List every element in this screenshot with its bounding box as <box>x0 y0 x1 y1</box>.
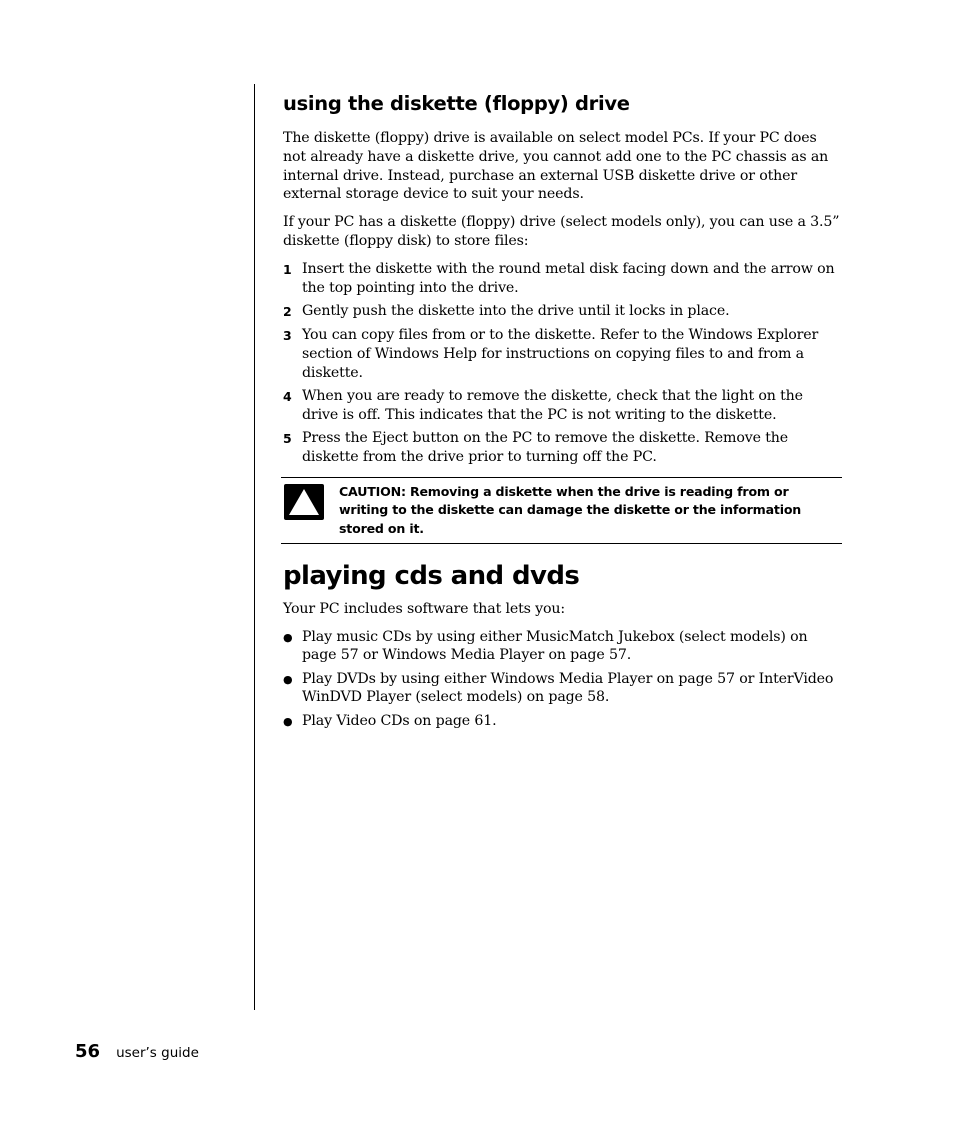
step-text: Press the Eject button on the PC to remove the diskette. Remove the diskette from the drive prior to turning off the PC. <box>302 430 788 465</box>
list-item-step-5 <box>283 429 843 467</box>
list-item-bullet-2 <box>283 670 843 708</box>
page-content <box>283 90 843 736</box>
caution-text: CAUTION: Removing a diskette when the drive is reading from or writing to the diskette can damage the diskette or the information stored on it. <box>339 483 802 536</box>
step-number: 4 <box>283 389 292 405</box>
bullet-icon: ● <box>283 630 293 644</box>
cds-intro-paragraph: Your PC includes software that lets you: <box>283 600 566 617</box>
warning-triangle-icon <box>284 484 324 520</box>
step-text: You can copy files from or to the diskette. Refer to the Windows Explorer section of Windows Help for instructions on copying files to and from a diskette. <box>302 327 819 381</box>
page-footer <box>75 1041 199 1062</box>
list-item-bullet-1 <box>283 628 843 666</box>
bullet-text: Play DVDs by using either Windows Media Player on page 57 or InterVideo WinDVD Player (select models) on page 58. <box>302 670 834 706</box>
list-item-step-1 <box>283 260 843 298</box>
list-item-step-4 <box>283 387 843 425</box>
diskette-intro-paragraph: The diskette (floppy) drive is available on select model PCs. If your PC does not already have a diskette drive, you cannot add one to the PC chassis as an internal drive. Instead, purchase an external USB diskette drive or other external storage device to suit your needs. <box>283 130 829 203</box>
diskette-lead-in-paragraph: If your PC has a diskette (floppy) drive (select models only), you can use a 3.5” diskette (floppy disk) to store files: <box>283 214 840 249</box>
caution-box <box>281 477 842 544</box>
diskette-steps-list <box>283 260 843 467</box>
step-text: When you are ready to remove the diskette, check that the light on the drive is off. This indicates that the PC is not writing to the diskette. <box>302 388 803 423</box>
step-number: 3 <box>283 328 292 344</box>
bullet-icon: ● <box>283 714 293 728</box>
step-number: 2 <box>283 303 292 319</box>
list-item-bullet-3 <box>283 712 843 732</box>
list-item-step-2 <box>283 302 843 322</box>
bullet-icon: ● <box>283 672 293 686</box>
guide-label: user’s guide <box>116 1045 199 1061</box>
section-heading-diskette: using the diskette (floppy) drive <box>283 92 630 115</box>
step-number: 1 <box>283 261 292 277</box>
step-number: 5 <box>283 431 292 447</box>
step-text: Gently push the diskette into the drive until it locks in place. <box>302 302 730 319</box>
bullet-text: Play Video CDs on page 61. <box>302 712 497 729</box>
list-item-step-3 <box>283 326 843 382</box>
page-number: 56 <box>75 1041 101 1062</box>
section-heading-cds-dvds: playing cds and dvds <box>283 560 580 591</box>
bullet-text: Play music CDs by using either MusicMatch Jukebox (select models) on page 57 or Windows Media Player on page 57. <box>302 628 808 664</box>
cds-bullet-list <box>283 628 843 732</box>
step-text: Insert the diskette with the round metal disk facing down and the arrow on the top pointing into the drive. <box>302 260 835 296</box>
margin-rule <box>254 84 255 1010</box>
